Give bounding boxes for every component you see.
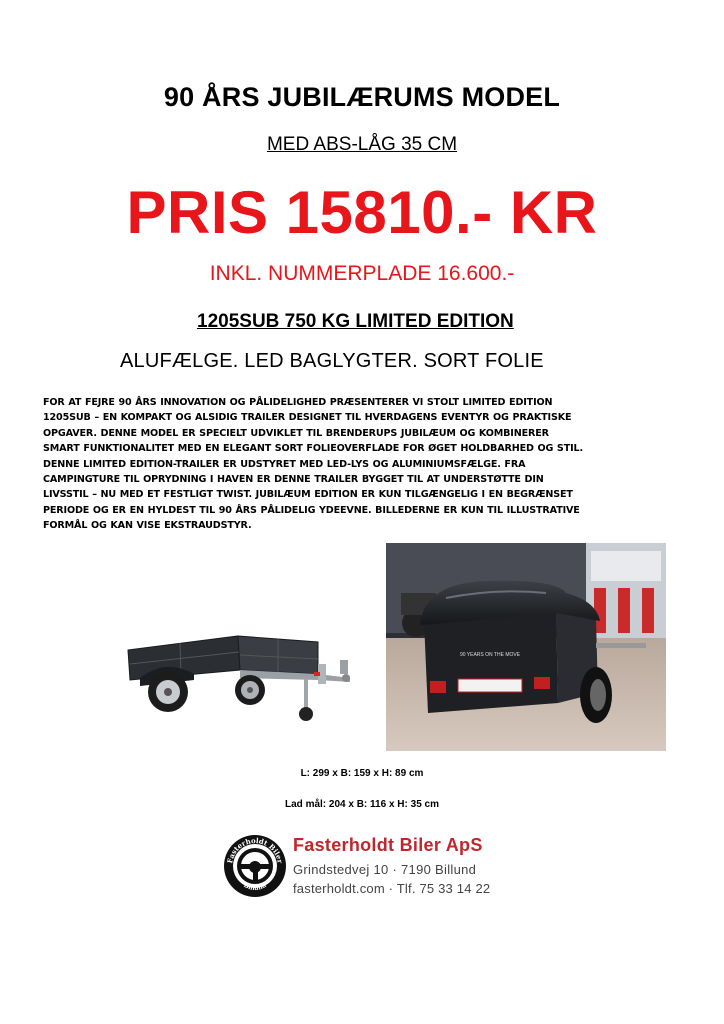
edition-heading: 1205SUB 750 KG LIMITED EDITION bbox=[197, 311, 514, 332]
description-line: FOR AT FEJRE 90 ÅRS INNOVATION OG PÅLIDELIGHED PRÆSENTERER VI STOLT LIMITED EDITION bbox=[43, 397, 553, 408]
inner-dimensions: Lad mål: 204 x B: 116 x H: 35 cm bbox=[285, 799, 439, 810]
trailer-illustration bbox=[118, 628, 358, 728]
description-line: CAMPINGTURE TIL OPRYDNING I HAVEN ER DENNE TRAILER BYGGET TIL AT UNDERSTØTTE DIN bbox=[43, 474, 544, 486]
price: PRIS 15810.- KR bbox=[126, 179, 598, 246]
logo-text-top: Fasterholdt Biler bbox=[225, 835, 285, 865]
dealer-address: Grindstedvej 10 · 7190 Billund bbox=[293, 862, 477, 877]
description-line: 1205SUB – EN KOMPAKT OG ALSIDIG TRAILER DESIGNET TIL HVERDAGENS EVENTYR OG PRAKTISKE bbox=[43, 412, 572, 424]
steering-wheel-logo bbox=[222, 833, 288, 899]
logo-text-bottom: Billund bbox=[242, 881, 268, 893]
description-line: PERIODE OG ER EN HYLDEST TIL 90 ÅRS PÅLIDELIG YDEEVNE. BILLEDERNE ER KUN TIL ILLUSTRATIVE bbox=[43, 504, 580, 516]
description-line: LIVSSTIL – NU MED ET FESTLIGT TWIST. JUBILÆUM EDITION ER KUN TILGÆNGELIG I EN BEGRÆNSET bbox=[43, 489, 573, 501]
page-title: 90 ÅRS JUBILÆRUMS MODEL bbox=[163, 82, 561, 112]
photo-plate-text: 90 YEARS ON THE MOVE bbox=[459, 652, 521, 658]
dealer-contact: fasterholdt.com · Tlf. 75 33 14 22 bbox=[293, 881, 491, 896]
description-line: OPGAVER. DENNE MODEL ER SPECIELT UDVIKLET TIL BRENDERUPS JUBILÆUM OG KOMBINERER bbox=[43, 427, 549, 439]
subtitle: MED ABS-LÅG 35 CM bbox=[266, 134, 458, 155]
trailer-photo bbox=[386, 543, 666, 751]
description bbox=[43, 395, 683, 534]
description-line: FORMÅL OG KAN VISE EKSTRAUDSTYR. bbox=[43, 520, 252, 532]
price-incl-plate: INKL. NUMMERPLADE 16.600.- bbox=[209, 262, 515, 285]
dealer-name: Fasterholdt Biler ApS bbox=[293, 835, 483, 855]
outer-dimensions: L: 299 x B: 159 x H: 89 cm bbox=[300, 768, 424, 779]
description-line: SMART FUNKTIONALITET MED EN ELEGANT SORT FOLIEOVERFLADE FOR ØGET HOLDBARHED OG STIL. bbox=[43, 443, 583, 455]
features-line: ALUFÆLGE. LED BAGLYGTER. SORT FOLIE bbox=[120, 350, 544, 372]
description-line: DENNE LIMITED EDITION-TRAILER ER UDSTYRET MED LED-LYS OG ALUMINIUMSFÆLGE. FRA bbox=[43, 458, 526, 470]
